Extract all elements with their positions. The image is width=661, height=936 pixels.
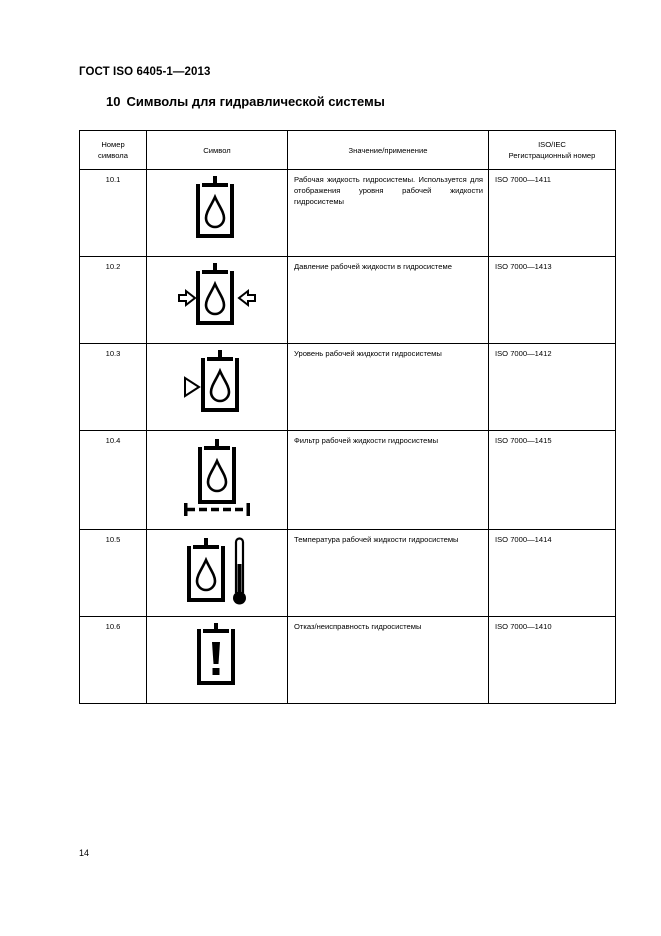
section-number: 10 [106, 94, 121, 109]
table-row [80, 170, 616, 257]
table-row [80, 530, 616, 617]
hydraulic-fluid-icon [182, 176, 252, 242]
document-header: ГОСТ ISO 6405-1—2013 [79, 66, 211, 78]
column-header-registration-line2: Регистрационный номер [508, 151, 596, 160]
column-header-symbol: Символ [147, 131, 288, 170]
registration-number: ISO 7000—1414 [489, 530, 616, 617]
registration-number: ISO 7000—1413 [489, 257, 616, 344]
symbol-meaning: Давление рабочей жидкости в гидросистеме [288, 257, 489, 344]
table-row [80, 344, 616, 431]
table-row [80, 257, 616, 344]
section-title-text: Символы для гидравлической системы [126, 94, 385, 109]
table-row [80, 431, 616, 530]
symbol-number: 10.5 [80, 530, 147, 617]
column-header-registration [489, 131, 616, 170]
registration-number: ISO 7000—1415 [489, 431, 616, 530]
symbol-number: 10.3 [80, 344, 147, 431]
symbol-number: 10.6 [80, 617, 147, 704]
registration-number: ISO 7000—1412 [489, 344, 616, 431]
symbol-meaning: Температура рабочей жидкости гидросистемы [288, 530, 489, 617]
page-number: 14 [79, 848, 90, 858]
table-row [80, 617, 616, 704]
registration-number: ISO 7000—1411 [489, 170, 616, 257]
symbol-meaning: Фильтр рабочей жидкости гидросистемы [288, 431, 489, 530]
symbols-table [79, 130, 616, 704]
column-header-meaning: Значение/применение [288, 131, 489, 170]
symbol-number: 10.1 [80, 170, 147, 257]
symbol-meaning: Уровень рабочей жидкости гидросистемы [288, 344, 489, 431]
hydraulic-fluid-temperature-icon [179, 536, 255, 606]
section-title [106, 94, 385, 109]
registration-number: ISO 7000—1410 [489, 617, 616, 704]
symbol-meaning: Отказ/неисправность гидросистемы [288, 617, 489, 704]
column-header-number: Номер символа [80, 131, 147, 170]
symbol-meaning: Рабочая жидкость гидросистемы. Используется для отображения уровня рабочей жидкости гидросистемы [288, 170, 489, 257]
symbol-number: 10.4 [80, 431, 147, 530]
hydraulic-system-failure-icon [182, 623, 252, 689]
table-header-row [80, 131, 616, 170]
symbol-number: 10.2 [80, 257, 147, 344]
column-header-registration-line1: ISO/IEC [538, 140, 566, 149]
hydraulic-fluid-filter-icon [182, 437, 252, 517]
hydraulic-fluid-level-icon [182, 350, 252, 416]
hydraulic-fluid-pressure-icon [177, 263, 257, 329]
